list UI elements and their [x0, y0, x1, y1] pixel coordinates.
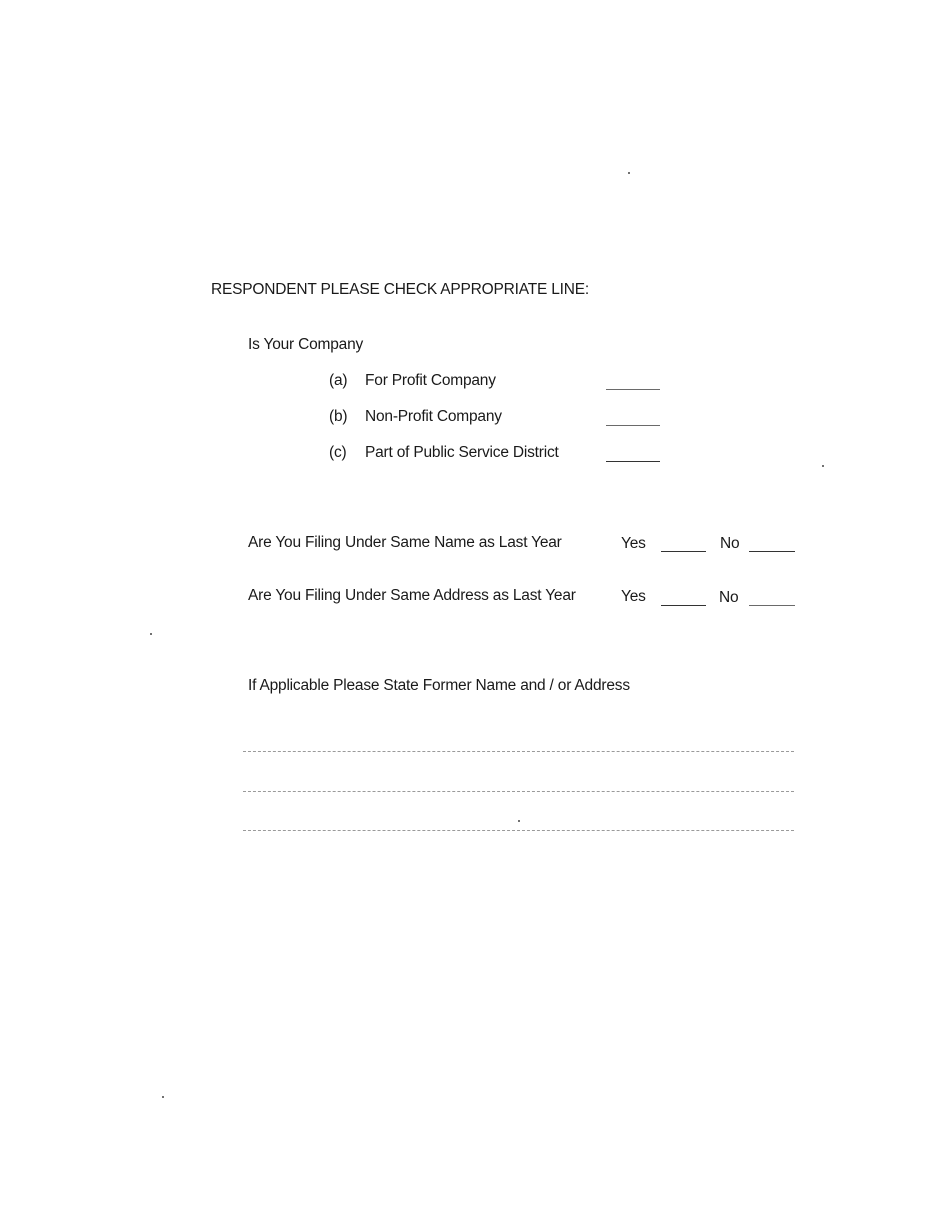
same-name-yes-label: Yes	[621, 535, 646, 552]
scan-speck	[822, 465, 824, 467]
non-profit-check-line[interactable]	[606, 425, 660, 426]
same-address-no-label: No	[719, 589, 739, 606]
former-address-line-2[interactable]	[243, 791, 794, 792]
scan-speck	[162, 1096, 164, 1098]
for-profit-check-line[interactable]	[606, 389, 660, 390]
same-name-question: Are You Filing Under Same Name as Last Year	[248, 534, 562, 551]
same-address-question: Are You Filing Under Same Address as Last Year	[248, 587, 576, 604]
same-name-no-label: No	[720, 535, 740, 552]
option-b-letter: (b)	[329, 408, 348, 425]
scan-speck	[518, 820, 520, 822]
option-c-label: Part of Public Service District	[365, 444, 559, 461]
former-address-line-1[interactable]	[243, 751, 794, 752]
company-question: Is Your Company	[248, 336, 364, 353]
form-heading: RESPONDENT PLEASE CHECK APPROPRIATE LINE:	[211, 281, 589, 298]
option-b-label: Non-Profit Company	[365, 408, 502, 425]
same-name-yes-line[interactable]	[661, 551, 706, 552]
same-name-no-line[interactable]	[749, 551, 795, 552]
same-address-yes-line[interactable]	[661, 605, 706, 606]
scan-speck	[628, 172, 630, 174]
option-c-letter: (c)	[329, 444, 347, 461]
option-a-letter: (a)	[329, 372, 348, 389]
same-address-no-line[interactable]	[749, 605, 795, 606]
former-name-address-prompt: If Applicable Please State Former Name and / or Address	[248, 677, 630, 694]
option-a-label: For Profit Company	[365, 372, 496, 389]
scan-speck	[150, 633, 152, 635]
same-address-yes-label: Yes	[621, 588, 646, 605]
public-service-district-check-line[interactable]	[606, 461, 660, 462]
former-address-line-3[interactable]	[243, 830, 794, 831]
